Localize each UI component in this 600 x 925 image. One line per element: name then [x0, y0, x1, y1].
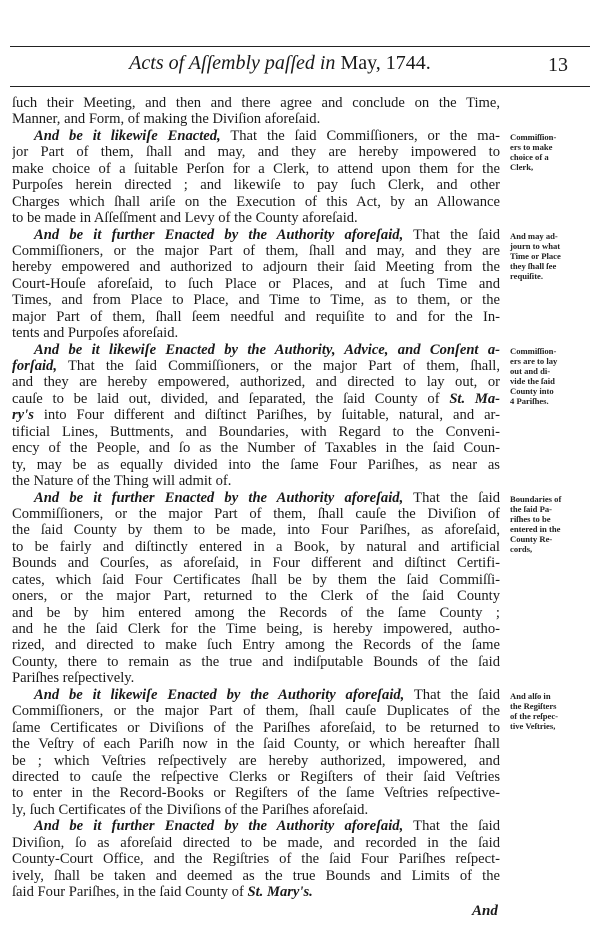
italic-text: St. Mary's.	[247, 884, 313, 900]
text-line	[12, 506, 500, 522]
text-segment: cates, which ſaid Four Certificates ſhall be by them the ſaid Commiſſi-	[12, 571, 500, 588]
margin-note-line: vide the ſaid	[510, 375, 555, 386]
text-segment: hereby empowered and authorized to adjourn their ſaid Meeting from the	[12, 259, 500, 276]
text-line	[12, 654, 500, 670]
italic-text: forſaid,	[12, 358, 57, 374]
text-segment: major Part of them, ſhall ſeem needful and requiſite to and for the In-	[12, 308, 500, 325]
text-segment: cauſe to be laid out, divided, and ſeparated, the ſaid County of	[12, 390, 450, 407]
text-segment: oners, or the major Part, returned to the Clerk of the ſaid County	[12, 588, 500, 605]
text-line	[12, 243, 500, 259]
margin-note-line: And may ad-	[510, 230, 558, 241]
text-line	[12, 407, 500, 423]
margin-note-line: Time or Place	[510, 250, 561, 261]
margin-note-line: entered in the	[510, 523, 561, 534]
text-segment: ively, ſhall be taken and deemed as the true Bounds and Limits of the	[12, 867, 500, 884]
text-segment: Commiſſioners, or the major Part of them, ſhall and may, and they are	[12, 242, 500, 259]
text-segment: jor Part of them, ſhall and may, and they are hereby impowered to	[12, 144, 500, 161]
margin-note	[510, 132, 592, 172]
text-line	[12, 490, 500, 506]
paragraph	[12, 95, 500, 128]
text-segment: Manner, and Form, of making the Diviſion aforeſaid.	[12, 111, 321, 128]
header-rule-top	[10, 46, 590, 47]
text-line	[12, 325, 500, 341]
text-segment: be ; which Veſtries reſpectively are hereby authorized, impowered, and	[12, 752, 500, 769]
text-segment: County-Court Office, and the Regiſtries of the ſaid Four Pariſhes reſpect-	[12, 851, 500, 868]
text-segment: to be made in Aſſeſſment and Levy of the County aforeſaid.	[12, 210, 358, 227]
margin-note-line: ers to make	[510, 141, 553, 152]
text-segment: to enter in the Record-Books or Regiſters of the ſame Veſtries reſpective-	[12, 785, 500, 802]
text-segment: ſaid Four Pariſhes, in the ſaid County of	[12, 884, 248, 900]
paragraph	[12, 226, 561, 342]
italic-text: And be it likewiſe Enacted by the Authority, Advice, and Conſent a-	[34, 341, 500, 358]
text-line	[12, 95, 500, 111]
text-line	[12, 276, 500, 292]
text-line	[12, 424, 500, 440]
text-line	[12, 128, 500, 144]
text-segment: into Four different and diſtinct Pariſhes, by ſuitable, natural, and ar-	[33, 407, 500, 424]
text-segment: Commiſſioners, or the major Part of them, ſhall cauſe the Diviſion of	[12, 505, 500, 522]
text-segment: ſuch their Meeting, and then and there agree and conclude on the Time,	[12, 95, 500, 111]
margin-note-line: 4 Pariſhes.	[510, 395, 549, 406]
text-line	[12, 868, 500, 884]
margin-note-line: choice of a	[510, 151, 549, 162]
text-segment: tificial Lines, Buttments, and Boundaries, with Regard to the Conveni-	[12, 423, 500, 440]
text-line	[12, 539, 500, 555]
margin-note-line: ers are to lay	[510, 355, 558, 366]
text-segment: and be by him entered among the Records of the ſame County ;	[12, 604, 500, 621]
text-line	[12, 358, 500, 374]
margin-note-line: Boundaries of	[510, 493, 562, 504]
margin-note-line: the Regiſters	[510, 700, 557, 711]
italic-text: And be it further Enacted by the Authority aforeſaid,	[34, 489, 404, 506]
italic-text: And be it likewiſe Enacted,	[34, 127, 221, 144]
text-line	[12, 259, 500, 275]
margin-note-line: riſhes to be	[510, 513, 551, 524]
text-line	[12, 440, 500, 456]
text-segment: That the ſaid	[403, 489, 500, 506]
margin-note-line: the ſaid Pa-	[510, 503, 553, 514]
body-text	[12, 95, 562, 900]
margin-note-line: Commiſſion-	[510, 131, 557, 142]
text-line	[12, 720, 500, 736]
paragraph	[12, 341, 558, 490]
text-line	[12, 227, 500, 243]
margin-note-line: County into	[510, 385, 554, 396]
page-number: 13	[548, 54, 568, 76]
margin-note-line: Clerk,	[510, 161, 534, 172]
text-segment: Commiſſioners, or the major Part of them, ſhall cauſe Duplicates of the	[12, 703, 500, 720]
text-line	[12, 818, 500, 834]
text-line	[12, 144, 500, 160]
catchword: And	[472, 903, 498, 919]
italic-text: ry's	[12, 407, 34, 424]
text-line	[12, 851, 500, 867]
text-line	[12, 835, 500, 851]
text-line	[12, 210, 500, 226]
italic-text: And be it likewiſe Enacted by the Authority aforeſaid,	[34, 686, 405, 703]
text-segment: Times, and from Place to Place, and Time to Time, as to them, or the	[12, 292, 500, 309]
text-line	[12, 572, 500, 588]
text-line	[12, 687, 500, 703]
margin-note-line: cords,	[510, 543, 533, 554]
text-line	[12, 605, 500, 621]
margin-note	[510, 231, 592, 281]
margin-note-line: tive Veſtries,	[510, 720, 556, 731]
text-segment: That the ſaid	[403, 226, 500, 243]
paragraph	[12, 686, 559, 819]
text-line	[12, 802, 500, 818]
running-head-italic: Acts of Aſſembly paſſed in	[129, 52, 336, 74]
text-segment: Court-Houſe aforeſaid, to ſuch Place or Places, and at ſuch Time and	[12, 275, 500, 292]
paragraph	[12, 818, 500, 900]
running-head-date: May, 1744.	[335, 52, 431, 74]
italic-text: And be it further Enacted by the Authority aforeſaid,	[34, 818, 404, 835]
margin-note	[510, 346, 592, 406]
text-line	[12, 177, 500, 193]
text-segment: rized, and directed to make ſuch Entry among the Records of the ſame	[12, 637, 500, 654]
text-line	[12, 753, 500, 769]
paragraph	[12, 127, 557, 227]
text-line	[12, 736, 500, 752]
paragraph	[12, 489, 562, 687]
text-segment: the ſaid County by them to be made, into Four Pariſhes, as aforeſaid,	[12, 522, 500, 539]
margin-note-line: County Re-	[510, 533, 553, 544]
text-segment: tents and Purpoſes aforeſaid.	[12, 325, 179, 342]
margin-note-line: requiſite.	[510, 270, 544, 281]
text-segment: ency of the People, and ſo as the Number of Taxables in the ſaid Coun-	[12, 440, 500, 457]
text-line	[12, 374, 500, 390]
text-line	[12, 785, 500, 801]
text-segment: That the ſaid	[404, 686, 500, 703]
italic-text: St. Ma-	[449, 390, 500, 407]
text-line	[12, 161, 500, 177]
text-segment: the Veſtry of each Pariſh now in the ſaid County, or which hereafter ſhall	[12, 736, 500, 753]
text-segment: That the ſaid Commiſſioners, or the ma-	[220, 127, 500, 144]
text-line	[12, 391, 500, 407]
text-segment: ty, may be as equally divided into the ſame Four Pariſhes, as near as	[12, 456, 500, 473]
text-segment: That the ſaid	[403, 818, 500, 835]
text-segment: County, there to remain as the true and indiſputable Bounds of the ſaid	[12, 653, 500, 670]
text-segment: ſame Certificates or Diviſions of the Pariſhes aforeſaid, to be returned to	[12, 719, 500, 736]
header-rule-bottom	[10, 86, 590, 87]
margin-note-line: of the reſpec-	[510, 710, 559, 721]
text-segment: the Nature of the Thing will admit of.	[12, 473, 232, 490]
text-line	[12, 769, 500, 785]
margin-note	[510, 494, 592, 554]
text-segment: make choice of a ſuitable Perſon for a Clerk, to attend upon them for the	[12, 160, 500, 177]
text-segment: and he the ſaid Clerk for the Time being, is hereby impowered, autho-	[12, 621, 500, 637]
text-line	[12, 621, 500, 637]
text-segment: Diviſion, ſo as aforeſaid directed to be made, and recorded in the ſaid	[12, 834, 500, 851]
margin-note-line: journ to what	[510, 240, 561, 251]
text-line	[12, 555, 500, 571]
text-segment: directed to cauſe the reſpective Clerks or Regiſters of their ſaid Veſtries	[12, 768, 500, 785]
margin-note-line: out and di-	[510, 365, 551, 376]
text-line	[12, 522, 500, 538]
text-segment: to be fairly and diſtinctly entered in a Book, by natural and artificial	[12, 538, 500, 555]
running-head	[100, 52, 460, 75]
text-segment: Charges which ſhall ariſe on the Execution of this Act, by an Allowance	[12, 193, 500, 210]
text-line	[12, 637, 500, 653]
text-segment: and they are hereby empowered, authorized, and directed to lay out, or	[12, 374, 500, 391]
text-segment: Pariſhes reſpectively.	[12, 670, 135, 687]
text-line	[12, 473, 500, 489]
text-line	[12, 194, 500, 210]
text-line	[12, 670, 500, 686]
text-line	[12, 111, 500, 127]
text-segment: ly, ſuch Certificates of the Diviſions of the Pariſhes aforeſaid.	[12, 801, 369, 818]
margin-note	[510, 691, 592, 731]
text-line	[12, 588, 500, 604]
text-line	[12, 457, 500, 473]
text-line	[12, 703, 500, 719]
text-segment: Purpoſes herein directed ; and likewiſe to pay ſuch Clerk, and other	[12, 177, 500, 194]
text-segment: Bounds and Courſes, as aforeſaid, in Four different and diſtinct Certifi-	[12, 555, 500, 572]
text-line	[12, 292, 500, 308]
margin-note-line: Commiſſion-	[510, 345, 557, 356]
margin-note-line: And alſo in	[510, 690, 551, 701]
margin-note-line: they ſhall ſee	[510, 260, 557, 271]
text-line	[12, 309, 500, 325]
text-segment: That the ſaid Commiſſioners, or the major Part of them, ſhall,	[57, 358, 500, 374]
text-line	[12, 342, 500, 358]
italic-text: And be it further Enacted by the Authority aforeſaid,	[34, 226, 404, 243]
text-line	[12, 884, 500, 900]
